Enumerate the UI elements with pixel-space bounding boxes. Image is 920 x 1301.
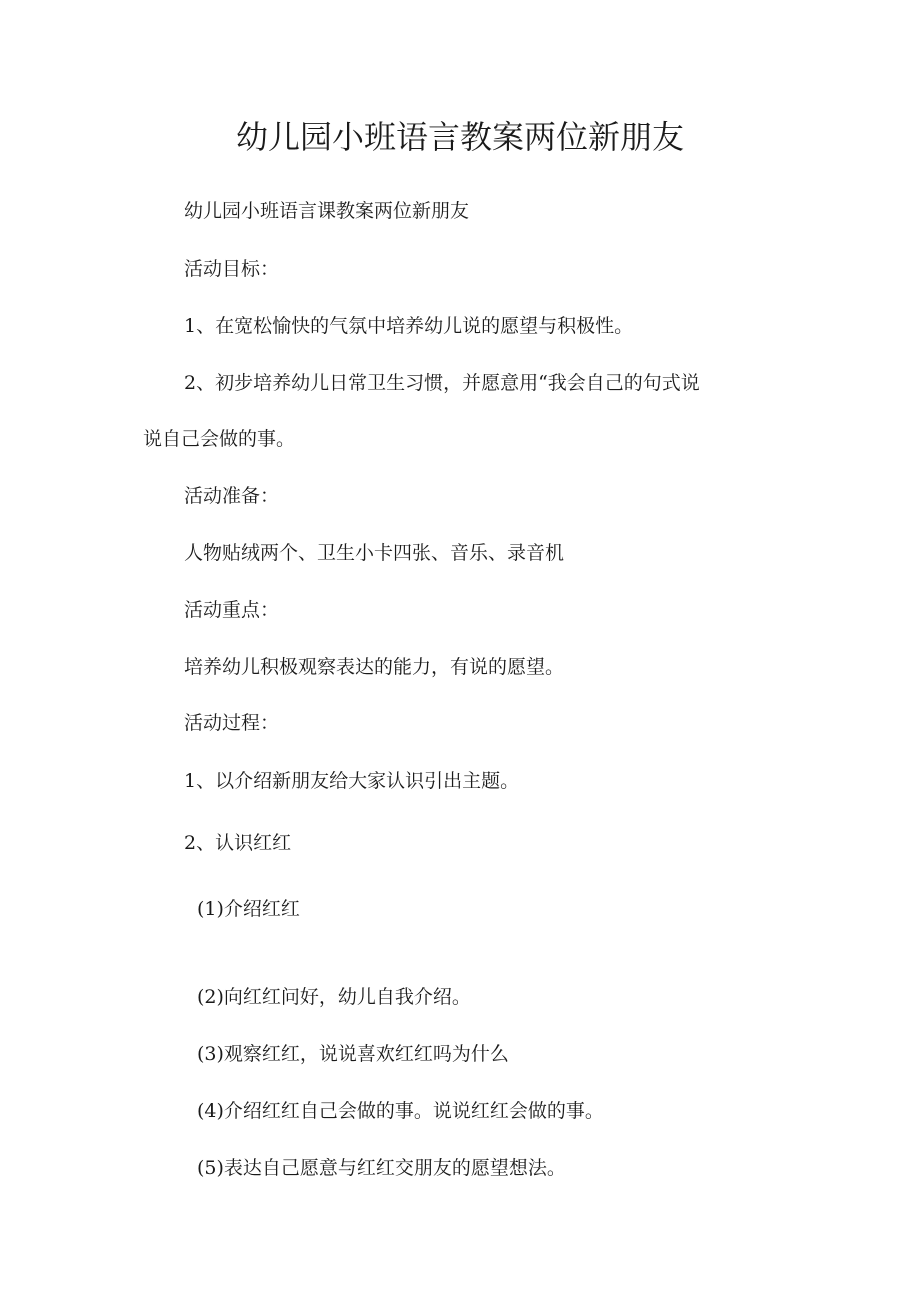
process-step-2: 2、认识红红 [184, 832, 292, 854]
goal-item-2: 2、初步培养幼儿日常卫生习惯，并愿意用“我会自己的句式说 [184, 372, 700, 394]
process-step-1: 1、以介绍新朋友给大家认识引出主题。 [184, 770, 520, 792]
process-substep-2: (2)向红红问好，幼儿自我介绍。 [197, 986, 471, 1008]
process-substep-3: (3)观察红红，说说喜欢红红吗为什么 [197, 1043, 509, 1065]
section-heading-preparation: 活动准备： [184, 485, 280, 507]
process-substep-4: (4)介绍红红自己会做的事。说说红红会做的事。 [197, 1100, 604, 1122]
section-heading-goals: 活动目标： [184, 258, 280, 280]
goal-item-2-continued: 说自己会做的事。 [143, 428, 296, 450]
document-title: 幼儿园小班语言教案两位新朋友 [235, 118, 684, 156]
section-heading-focus: 活动重点： [184, 599, 280, 621]
preparation-text: 人物贴绒两个、卫生小卡四张、音乐、录音机 [184, 542, 565, 564]
process-substep-5: (5)表达自己愿意与红红交朋友的愿望想法。 [197, 1157, 566, 1179]
goal-item-1: 1、在宽松愉快的气氛中培养幼儿说的愿望与积极性。 [184, 315, 634, 337]
process-substep-1: (1)介绍红红 [197, 898, 300, 920]
section-heading-process: 活动过程： [184, 712, 280, 734]
lesson-subtitle: 幼儿园小班语言课教案两位新朋友 [184, 200, 470, 222]
focus-text: 培养幼儿积极观察表达的能力，有说的愿望。 [184, 656, 565, 678]
